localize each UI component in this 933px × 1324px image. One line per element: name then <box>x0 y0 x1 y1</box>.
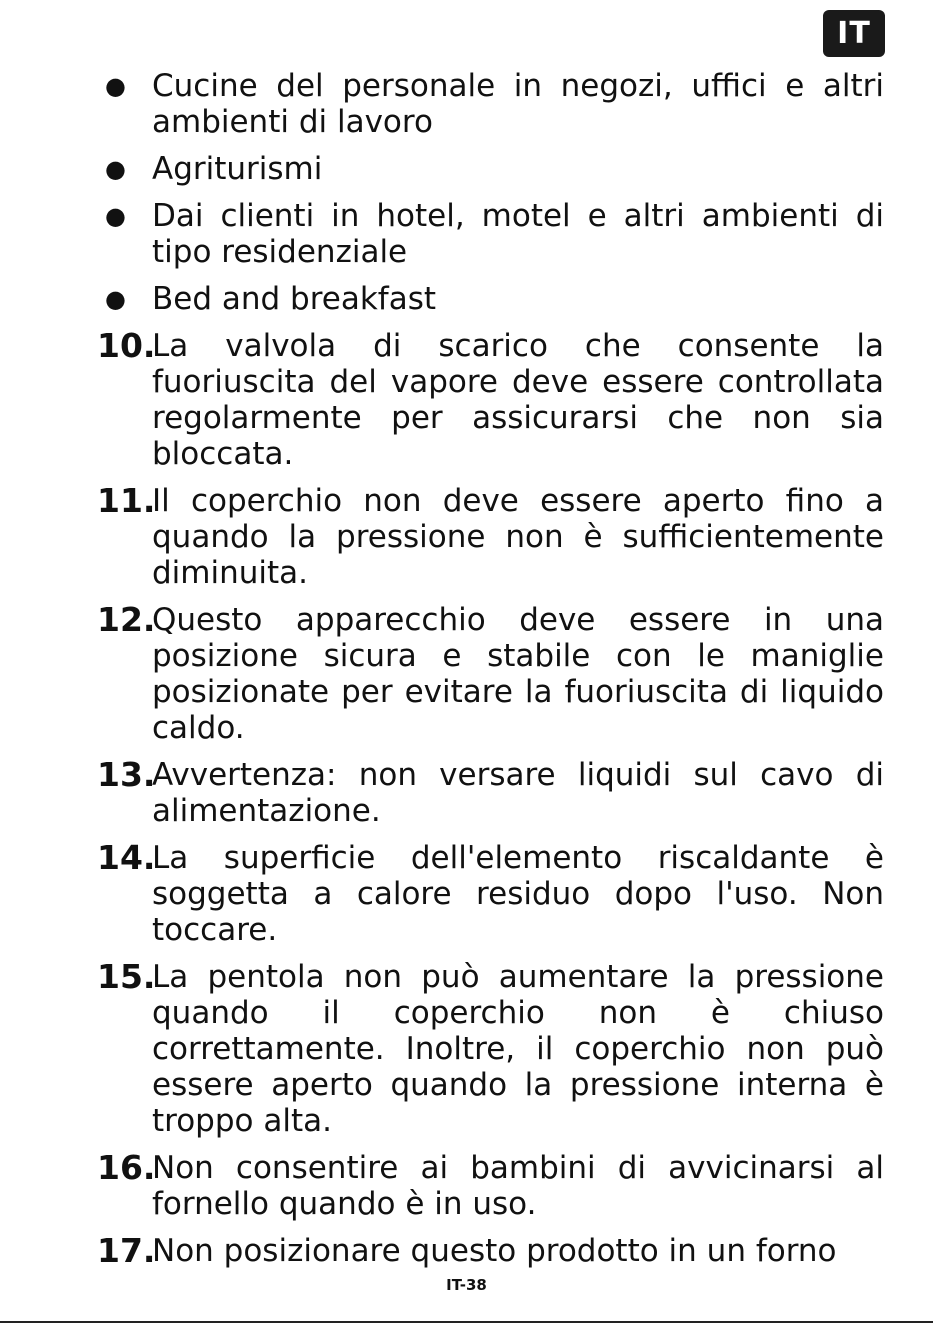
numbered-item <box>97 1233 884 1269</box>
list-item-text: Bed and breakfast <box>152 281 437 317</box>
item-text: La valvola di scarico che consente la fuoriuscita del vapore deve essere controllata regolarmente per assicurarsi che non sia bloccata. <box>152 328 884 472</box>
item-text: Non posizionare questo prodotto in un forno <box>152 1233 837 1269</box>
item-number: 11. <box>97 481 156 520</box>
item-number: 14. <box>97 838 156 877</box>
item-number: 16. <box>97 1148 156 1187</box>
list-item <box>97 281 884 317</box>
language-badge: IT <box>823 10 885 57</box>
numbered-item <box>97 840 884 948</box>
item-number: 13. <box>97 755 156 794</box>
item-text: La pentola non può aumentare la pressione quando il coperchio non è chiuso correttamente. Inoltre, il coperchio non può essere aperto quando la pressione interna è troppo alta. <box>152 959 884 1139</box>
list-item-text: Cucine del personale in negozi, uffici e altri ambienti di lavoro <box>152 68 884 140</box>
numbered-item <box>97 602 884 746</box>
list-item <box>97 198 884 270</box>
bullet-marker: ● <box>105 155 126 183</box>
item-text: Non consentire ai bambini di avvicinarsi al fornello quando è in uso. <box>152 1150 884 1222</box>
list-item-text: Dai clienti in hotel, motel e altri ambienti di tipo residenziale <box>152 198 884 270</box>
item-text: Questo apparecchio deve essere in una posizione sicura e stabile con le maniglie posizionate per evitare la fuoriuscita di liquido caldo. <box>152 602 884 746</box>
item-number: 12. <box>97 600 156 639</box>
bullet-marker: ● <box>105 285 126 313</box>
numbered-item <box>97 328 884 472</box>
page-divider <box>0 1321 933 1323</box>
item-text: La superficie dell'elemento riscaldante è soggetta a calore residuo dopo l'uso. Non toccare. <box>152 840 884 948</box>
bullet-marker: ● <box>105 202 126 230</box>
page-number: IT-38 <box>446 1276 487 1294</box>
item-number: 10. <box>97 326 156 365</box>
numbered-item <box>97 959 884 1139</box>
bullet-marker: ● <box>105 72 126 100</box>
numbered-item <box>97 1150 884 1222</box>
list-item <box>97 151 884 187</box>
document-body <box>97 68 884 1280</box>
list-item <box>97 68 884 140</box>
item-number: 17. <box>97 1231 156 1270</box>
numbered-item <box>97 483 884 591</box>
list-item-text: Agriturismi <box>152 151 323 187</box>
item-text: Il coperchio non deve essere aperto fino a quando la pressione non è sufficientemente diminuita. <box>152 483 884 591</box>
item-number: 15. <box>97 957 156 996</box>
numbered-item <box>97 757 884 829</box>
item-text: Avvertenza: non versare liquidi sul cavo di alimentazione. <box>152 757 884 829</box>
